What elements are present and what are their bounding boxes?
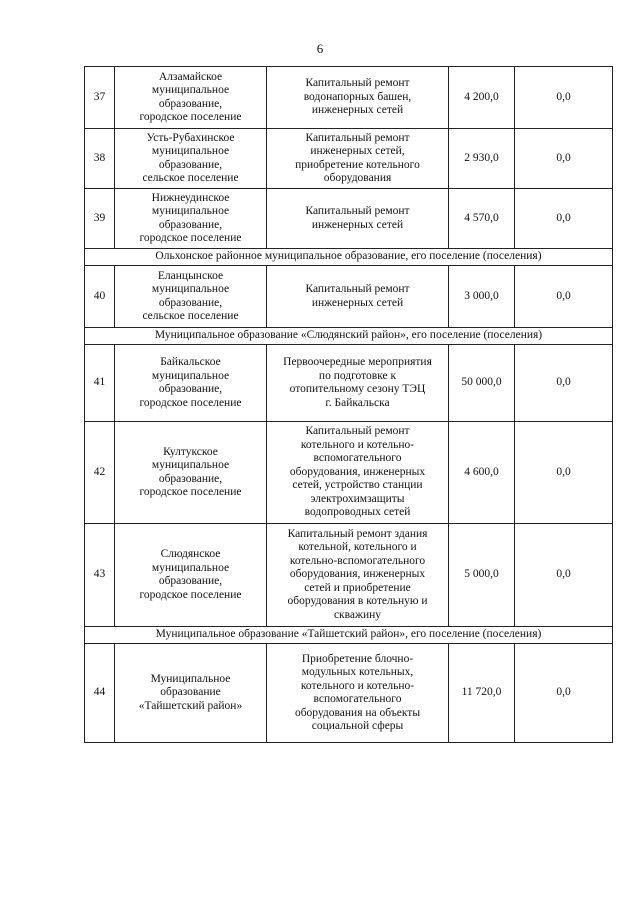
amount-cell: [449, 67, 515, 129]
value-cell-text: 0,0: [556, 211, 571, 224]
amount-cell: [449, 266, 515, 328]
value-cell: [515, 644, 613, 743]
work-description-cell-text: Капитальный ремонт инженерных сетей: [305, 283, 410, 309]
value-cell-text: 0,0: [556, 289, 571, 302]
municipality-cell: [115, 345, 267, 422]
value-cell: [515, 266, 613, 328]
section-row: [85, 249, 613, 266]
value-cell: [515, 67, 613, 129]
amount-cell: [449, 524, 515, 627]
row-number: [85, 129, 115, 189]
table-row: [85, 422, 613, 524]
work-description-cell: [267, 129, 449, 189]
value-cell-text: 0,0: [556, 90, 571, 103]
funding-table: [84, 66, 613, 743]
table-row: [85, 67, 613, 129]
table-row: [85, 266, 613, 328]
municipality-cell: [115, 422, 267, 524]
amount-cell-text: 11 720,0: [461, 686, 502, 699]
section-title: Муниципальное образование «Тайшетский район», его поселение (поселения): [85, 627, 613, 644]
work-description-cell: [267, 266, 449, 328]
value-cell: [515, 422, 613, 524]
section-row: [85, 328, 613, 345]
row-number-text: 40: [93, 289, 106, 302]
work-description-cell-text: Приобретение блочно- модульных котельных, котельного и котельно- вспомогательного оборудования на объекты социальной сферы: [294, 652, 421, 732]
table-row: [85, 524, 613, 627]
municipality-cell-text: Слюдянское муниципальное образование, городское поселение: [139, 548, 242, 601]
amount-cell-text: 3 000,0: [464, 289, 499, 302]
value-cell-text: 0,0: [556, 376, 571, 389]
row-number-text: 39: [93, 211, 106, 224]
work-description-cell-text: Капитальный ремонт инженерных сетей, приобретение котельного оборудования: [295, 131, 420, 184]
row-number-text: 41: [93, 376, 106, 389]
work-description-cell: [267, 644, 449, 743]
row-number: [85, 644, 115, 743]
amount-cell: [449, 345, 515, 422]
row-number: [85, 345, 115, 422]
work-description-cell-text: Капитальный ремонт здания котельной, котельного и котельно-вспомогательного оборудования, инженерных сетей и приобретение оборудования в котельную и скважину: [287, 527, 428, 621]
page-number: 6: [316, 41, 324, 56]
value-cell: [515, 129, 613, 189]
value-cell: [515, 345, 613, 422]
amount-cell-text: 4 600,0: [464, 465, 499, 478]
amount-cell-text: 2 930,0: [464, 151, 499, 164]
municipality-cell-text: Култукское муниципальное образование, городское поселение: [139, 445, 242, 498]
amount-cell: [449, 422, 515, 524]
row-number-text: 44: [93, 686, 106, 699]
work-description-cell: [267, 524, 449, 627]
value-cell-text: 0,0: [556, 465, 571, 478]
table-row: [85, 129, 613, 189]
municipality-cell: [115, 67, 267, 129]
work-description-cell: [267, 345, 449, 422]
municipality-cell: [115, 266, 267, 328]
municipality-cell-text: Еланцынское муниципальное образование, сельское поселение: [142, 269, 239, 322]
section-row: [85, 627, 613, 644]
value-cell-text: 0,0: [556, 686, 571, 699]
municipality-cell: [115, 189, 267, 249]
work-description-cell-text: Первоочередные мероприятия по подготовке к отопительному сезону ТЭЦ г. Байкальска: [283, 356, 432, 409]
municipality-cell-text: Нижнеудинское муниципальное образование, городское поселение: [139, 191, 242, 244]
row-number-text: 43: [93, 568, 106, 581]
row-number: [85, 524, 115, 627]
row-number: [85, 266, 115, 328]
table-row: [85, 644, 613, 743]
row-number: [85, 422, 115, 524]
amount-cell: [449, 644, 515, 743]
work-description-cell: [267, 422, 449, 524]
amount-cell-text: 4 200,0: [464, 90, 499, 103]
table-row: [85, 189, 613, 249]
row-number-text: 37: [93, 90, 106, 103]
row-number-text: 38: [93, 151, 106, 164]
municipality-cell: [115, 644, 267, 743]
work-description-cell-text: Капитальный ремонт инженерных сетей: [305, 205, 410, 231]
amount-cell: [449, 189, 515, 249]
section-title: Муниципальное образование «Слюдянский район», его поселение (поселения): [85, 328, 613, 345]
work-description-cell-text: Капитальный ремонт котельного и котельно- вспомогательного оборудования, инженерных сетей, устройство станции электрохимзащиты водопроводных сетей: [289, 425, 426, 519]
row-number: [85, 67, 115, 129]
section-title: Ольхонское районное муниципальное образование, его поселение (поселения): [85, 249, 613, 266]
municipality-cell: [115, 129, 267, 189]
amount-cell-text: 50 000,0: [461, 376, 502, 389]
amount-cell-text: 5 000,0: [464, 568, 499, 581]
table-body: [85, 67, 613, 743]
amount-cell: [449, 129, 515, 189]
municipality-cell-text: Байкальское муниципальное образование, городское поселение: [139, 356, 242, 409]
row-number-text: 42: [93, 465, 106, 478]
table-row: [85, 345, 613, 422]
municipality-cell-text: Муниципальное образование «Тайшетский район»: [138, 672, 243, 712]
amount-cell-text: 4 570,0: [464, 211, 499, 224]
municipality-cell-text: Алзамайское муниципальное образование, городское поселение: [139, 70, 242, 123]
value-cell: [515, 524, 613, 627]
row-number: [85, 189, 115, 249]
value-cell-text: 0,0: [556, 568, 571, 581]
value-cell: [515, 189, 613, 249]
value-cell-text: 0,0: [556, 151, 571, 164]
work-description-cell: [267, 67, 449, 129]
work-description-cell: [267, 189, 449, 249]
work-description-cell-text: Капитальный ремонт водонапорных башен, инженерных сетей: [303, 77, 412, 117]
municipality-cell: [115, 524, 267, 627]
municipality-cell-text: Усть-Рубахинское муниципальное образование, сельское поселение: [142, 131, 239, 184]
